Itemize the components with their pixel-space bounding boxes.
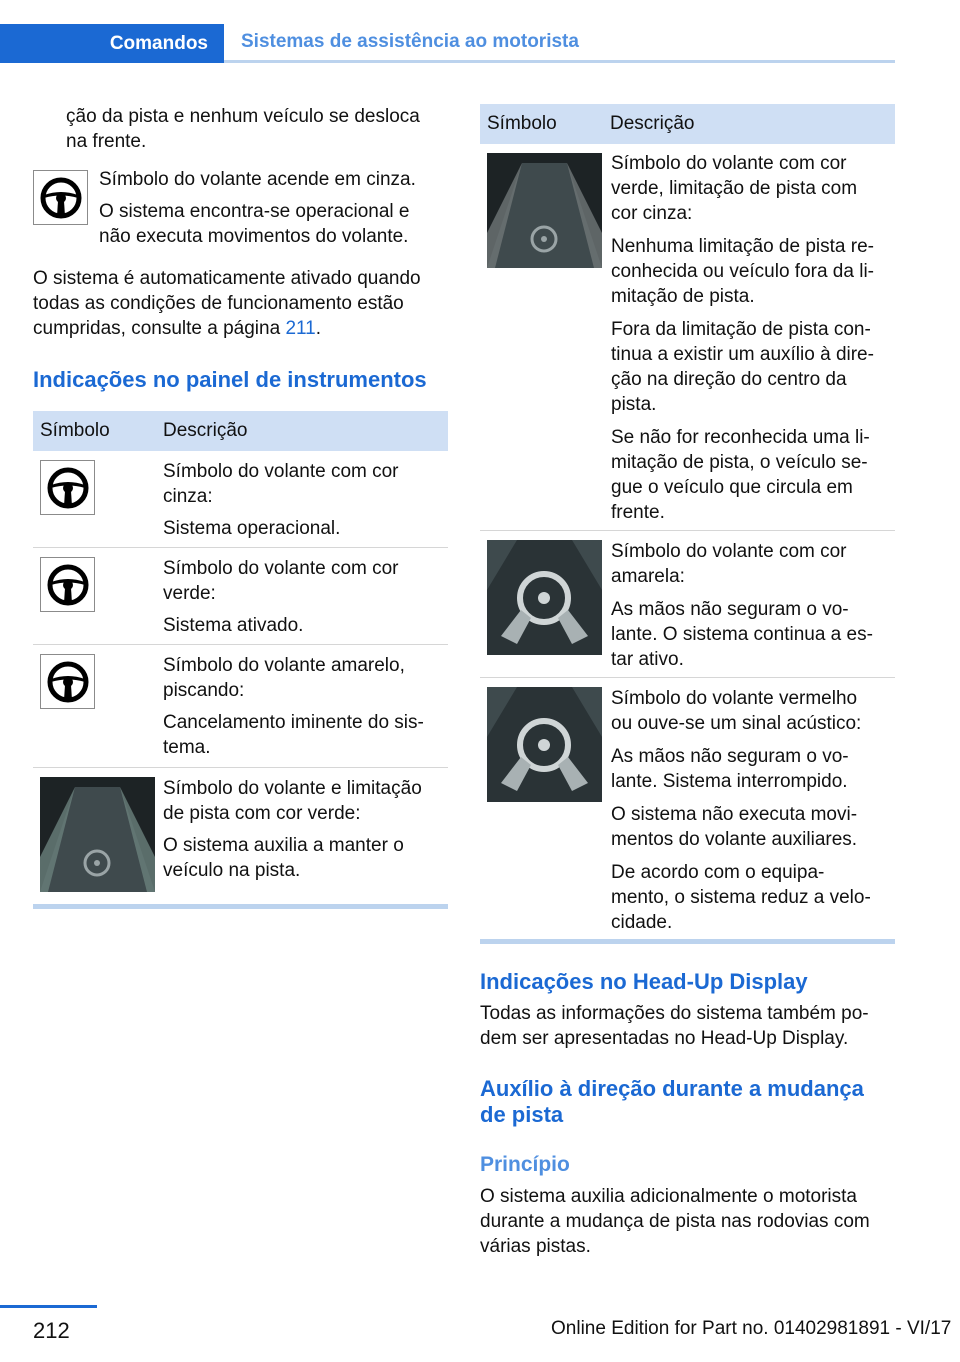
steering-wheel-icon — [40, 654, 95, 709]
table-end-bar — [33, 904, 448, 909]
page-link[interactable]: 211 — [285, 318, 316, 339]
table-row-description: Símbolo do volante com cor verde: Sistema ativado. — [163, 558, 399, 636]
steering-wheel-icon — [40, 460, 95, 515]
steering-wheel-icon — [33, 170, 88, 225]
hud-heading: Indicações no Head-Up Display — [480, 969, 808, 994]
edition-text: Online Edition for Part no. 01402981891 - VI/17 — [551, 1318, 952, 1339]
hands-off-warning-icon — [487, 687, 602, 802]
chapter-tab[interactable] — [0, 24, 224, 63]
lane-change-heading: Auxílio à direção durante a mudança de pista — [480, 1076, 864, 1127]
section-title[interactable]: Sistemas de assistência ao motorista — [241, 31, 579, 52]
row-divider — [480, 677, 895, 678]
lane-limitation-gray-icon — [487, 153, 602, 268]
row-divider — [480, 530, 895, 531]
principle-heading: Princípio — [480, 1153, 570, 1176]
auto-activation-paragraph: O sistema é automaticamente ativado quando todas as condições de funcionamento estão cumpridas, consulte a página 211. — [33, 268, 421, 339]
table-row-description: Símbolo do volante com cor verde, limitação de pista com cor cinza: Nenhuma limitação de pista re- conhecida ou veículo fora da li- mitação de pista. Fora da limitação de pista con- tinua a existir um auxílio à dire- ção na direção do centro da pista. Se não for reconhecida uma li- mitação de pista, o veículo se- gue o veículo que circula em frente. — [611, 153, 874, 523]
lane-limitation-icon — [40, 777, 155, 892]
intro-text: ção da pista e nenhum veículo se desloca na frente. — [66, 106, 420, 152]
table-row-description: Símbolo do volante vermelho ou ouve-se um sinal acústico: As mãos não seguram o vo- lante. Sistema interrompido. O sistema não executa movi- mentos do volante auxiliares. De acordo com o equipa- mento, o sistema reduz a velo- cidade. — [611, 688, 871, 933]
gray-symbol-text: Símbolo do volante acende em cinza. O sistema encontra-se operacional e não executa movimentos do volante. — [99, 169, 416, 247]
table-header: Símbolo Descrição — [33, 411, 448, 451]
page-number: 212 — [33, 1318, 70, 1343]
row-divider — [33, 767, 448, 768]
table-end-bar — [480, 939, 895, 944]
table-header: Símbolo Descrição — [480, 104, 895, 144]
table-row-description: Símbolo do volante com cor amarela: As mãos não seguram o vo- lante. O sistema continua a es- tar ativo. — [611, 541, 873, 670]
steering-wheel-icon — [40, 557, 95, 612]
table-row-description: Símbolo do volante amarelo, piscando: Cancelamento iminente do sis- tema. — [163, 655, 424, 758]
footer-rule — [0, 1305, 97, 1308]
table-row-description: Símbolo do volante com cor cinza: Sistema operacional. — [163, 461, 399, 539]
row-divider — [33, 644, 448, 645]
table-row-description: Símbolo do volante e limitação de pista com cor verde: O sistema auxilia a manter o veículo na pista. — [163, 778, 422, 881]
section-heading: Indicações no painel de instrumentos — [33, 367, 427, 392]
row-divider — [33, 547, 448, 548]
chapter-tab-label: Comandos — [109, 32, 208, 54]
hud-text: Todas as informações do sistema também po- dem ser apresentadas no Head-Up Display. — [480, 1003, 869, 1049]
hands-off-steering-icon — [487, 540, 602, 655]
principle-text: O sistema auxilia adicionalmente o motorista durante a mudança de pista nas rodovias com várias pistas. — [480, 1186, 870, 1257]
